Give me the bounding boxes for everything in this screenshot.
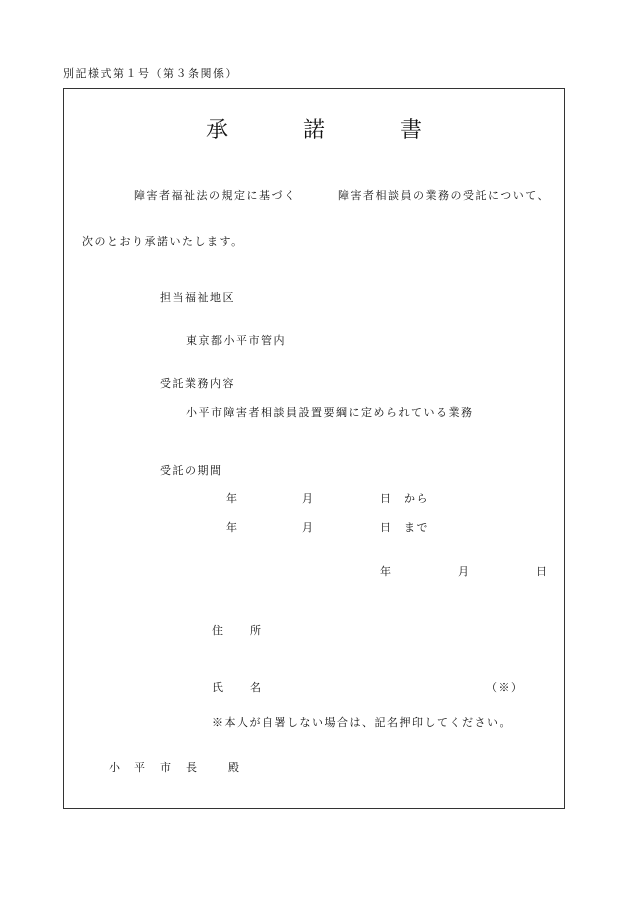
addressee-honorific: 殿 xyxy=(228,761,241,774)
intro-line1-part2: 障害者相談員の業務の受託について、 xyxy=(338,189,551,202)
period-to-month: 月 xyxy=(302,521,315,534)
addressee-char-2: 平 xyxy=(134,761,147,774)
intro-line1-part1: 障害者福祉法の規定に基づく xyxy=(134,189,297,202)
addressee-char-3: 市 xyxy=(160,761,173,774)
period-to-year: 年 xyxy=(226,521,239,534)
form-number: 別記様式第１号（第３条関係） xyxy=(63,67,238,80)
name-label-char-2: 名 xyxy=(250,681,263,694)
intro-line2: 次のとおり承諾いたします。 xyxy=(82,235,244,248)
period-from-month: 月 xyxy=(302,492,315,505)
seal-mark: （※） xyxy=(486,681,524,694)
district-value: 東京都小平市管内 xyxy=(186,334,286,347)
addressee-char-1: 小 xyxy=(109,761,122,774)
contents-label: 受託業務内容 xyxy=(160,377,235,390)
date-day: 日 xyxy=(536,565,549,578)
title-char-1: 承 xyxy=(206,118,229,143)
date-year: 年 xyxy=(380,565,393,578)
title-char-2: 諾 xyxy=(303,118,326,143)
period-from-suffix: から xyxy=(404,492,429,505)
signature-note: ※本人が自署しない場合は、記名押印してください。 xyxy=(212,716,512,729)
period-from-day: 日 xyxy=(380,492,393,505)
address-label-char-1: 住 xyxy=(212,624,225,637)
contents-value: 小平市障害者相談員設置要綱に定められている業務 xyxy=(186,406,474,419)
name-label-char-1: 氏 xyxy=(212,681,225,694)
district-label: 担当福祉地区 xyxy=(160,291,235,304)
period-to-suffix: まで xyxy=(404,521,429,534)
period-label: 受託の期間 xyxy=(160,464,223,477)
period-from-year: 年 xyxy=(226,492,239,505)
title-char-3: 書 xyxy=(400,118,423,143)
period-to-day: 日 xyxy=(380,521,393,534)
date-month: 月 xyxy=(458,565,471,578)
addressee-char-4: 長 xyxy=(186,761,199,774)
address-label-char-2: 所 xyxy=(250,624,263,637)
